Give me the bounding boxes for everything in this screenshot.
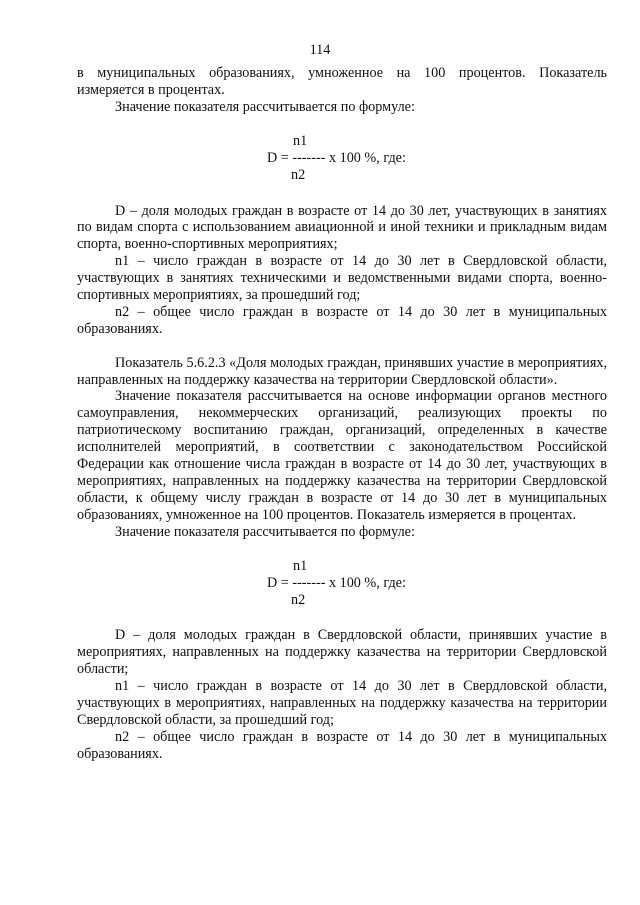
- definition-d: D – доля молодых граждан в возрасте от 14 до 30 лет, участвующих в занятиях по видам спорта с использованием авиационной и иной техники и прикладным видам спорта, военно-спортивных мероприятиях;: [77, 202, 607, 253]
- paragraph-continuation: в муниципальных образованиях, умноженное на 100 процентов. Показатель измеряется в процентах.: [77, 65, 607, 98]
- spacer: [77, 541, 607, 558]
- definition-d: D – доля молодых граждан в Свердловской области, принявших участие в мероприятиях, направленных на поддержку казачества на территории Свердловской области;: [77, 627, 607, 678]
- formula-intro: Значение показателя рассчитывается по формуле:: [115, 523, 415, 540]
- formula-1: [77, 133, 607, 186]
- formula-numerator: n1: [293, 132, 308, 149]
- page-number: 114: [309, 42, 331, 58]
- document-body: [77, 65, 607, 763]
- indicator-description: Значение показателя рассчитывается на основе информации органов местного самоуправления, некоммерческих организаций, реализующих проекты по патриотическому воспитанию граждан, организаций, определенных в качестве исполнителей мероприятий, в соответствии с законодательством Российской Федерации как отношение числа граждан в возрасте от 14 до 30 лет, участвующих в мероприятиях, направленных на поддержку казачества на территории Свердловской области, к общему числу граждан в возрасте от 14 до 30 лет в муниципальных образованиях, умноженное на 100 процентов. Показатель измеряется в процентах.: [77, 388, 607, 523]
- formula-expression: D = ------- х 100 %, где:: [267, 149, 406, 166]
- definition-n2: n2 – общее число граждан в возрасте от 14 до 30 лет в муниципальных образованиях.: [77, 728, 607, 762]
- formula-intro: Значение показателя рассчитывается по формуле:: [115, 98, 415, 115]
- formula-2: [77, 558, 607, 611]
- definition-n1: n1 – число граждан в возрасте от 14 до 30 лет в Свердловской области, участвующих в занятиях техническими и ведомственными видами спорта, военно-спортивных мероприятиях, за прошедший год;: [77, 253, 607, 304]
- spacer: [77, 186, 607, 203]
- spacer: [77, 611, 607, 628]
- spacer: [77, 116, 607, 133]
- definition-n1: n1 – число граждан в возрасте от 14 до 30 лет в Свердловской области, участвующих в мероприятиях, направленных на поддержку казачества на территории Свердловской области, за прошедший год;: [77, 678, 607, 728]
- definition-n2: n2 – общее число граждан в возрасте от 14 до 30 лет в муниципальных образованиях.: [77, 303, 607, 337]
- formula-denominator: n2: [291, 166, 306, 183]
- spacer: [77, 338, 607, 355]
- indicator-heading: Показатель 5.6.2.3 «Доля молодых граждан, принявших участие в мероприятиях, направленных на поддержку казачества на территории Свердловской области».: [77, 354, 607, 388]
- formula-denominator: n2: [291, 591, 306, 608]
- formula-expression: D = ------- х 100 %, где:: [267, 574, 406, 591]
- formula-numerator: n1: [293, 557, 308, 574]
